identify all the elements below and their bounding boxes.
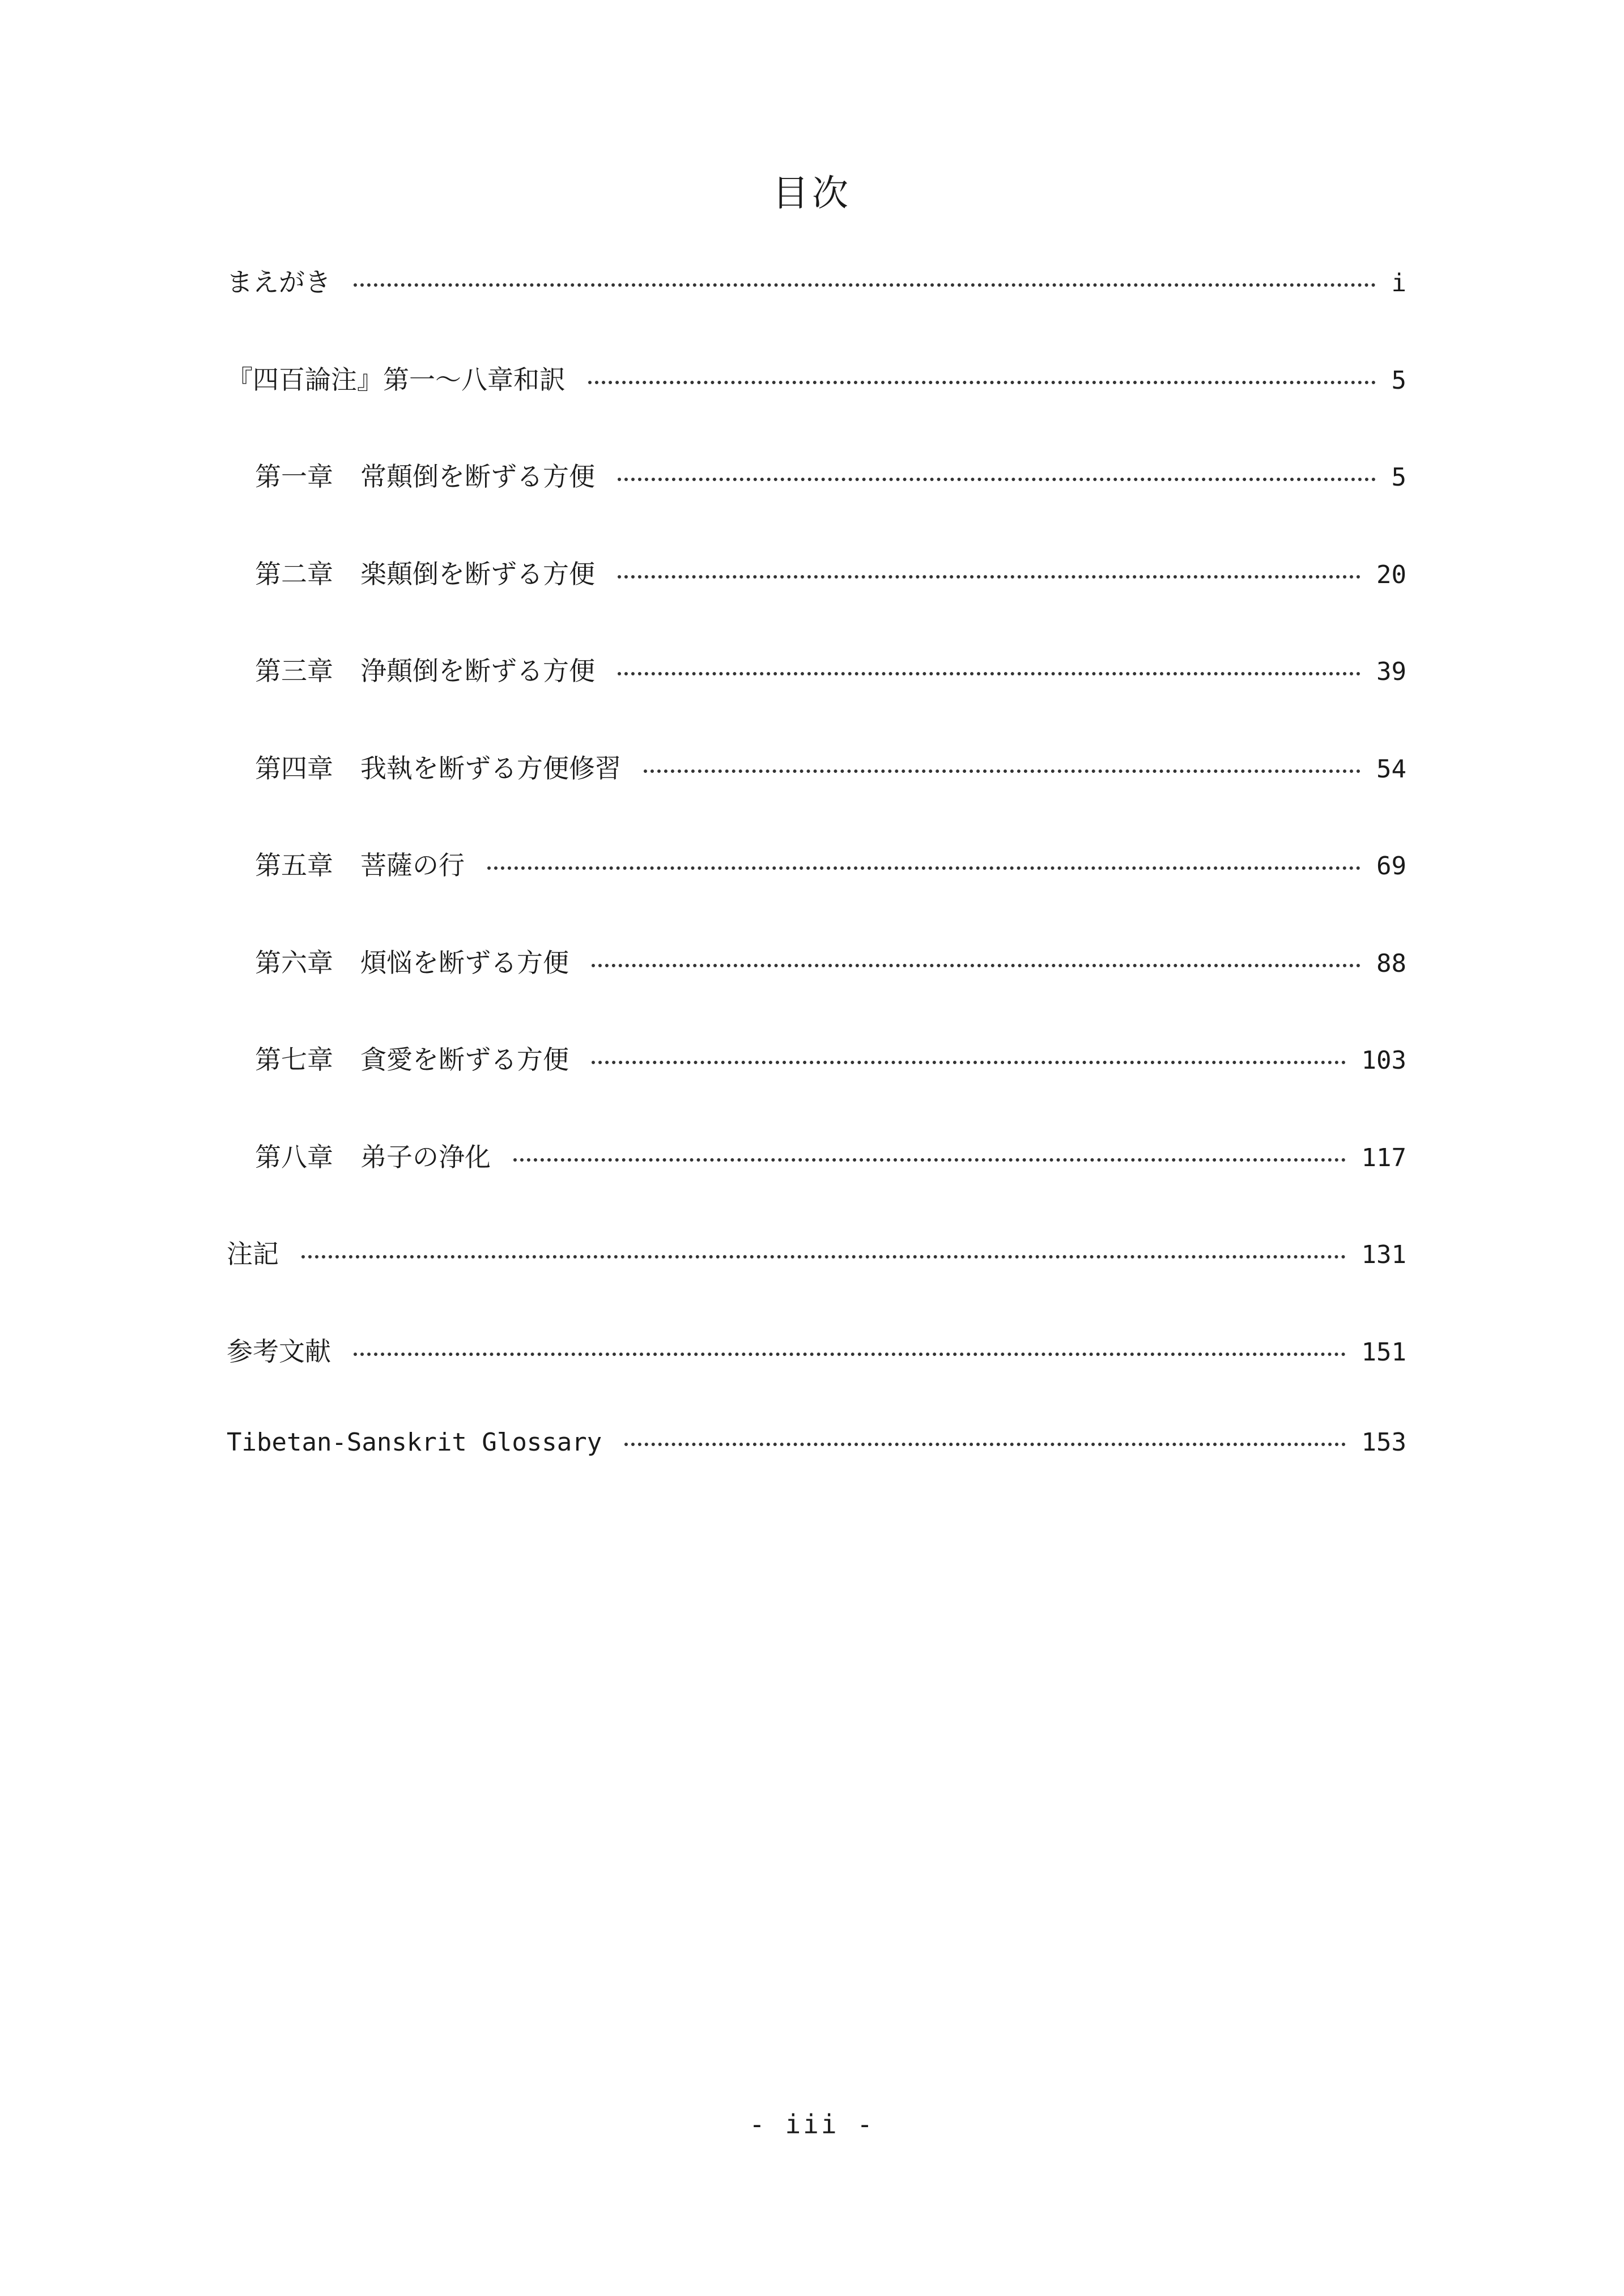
toc-entry-page: 153 (1361, 1428, 1406, 1457)
chapter-number: 第四章 (255, 752, 333, 784)
toc-entry-chapter-2 (227, 554, 1406, 651)
toc-entry-page: 151 (1361, 1337, 1406, 1367)
toc-entry-chapter-5 (227, 845, 1406, 942)
chapter-number: 第六章 (255, 947, 333, 978)
toc-entry-label-group (227, 650, 595, 688)
toc-entry-page: 39 (1376, 657, 1406, 686)
toc-entry-label-group (227, 456, 595, 494)
chapter-number: 第七章 (255, 1044, 333, 1075)
toc-entry-chapter-4 (227, 748, 1406, 845)
table-of-contents (227, 262, 1406, 1525)
chapter-title: 楽顛倒を断ずる方便 (360, 558, 595, 589)
dot-leader (487, 866, 1361, 870)
chapter-number: 第五章 (255, 850, 333, 881)
chapter-title: 煩悩を断ずる方便 (360, 947, 569, 978)
dot-leader (513, 1158, 1346, 1162)
toc-entry-chapter-3 (227, 650, 1406, 748)
toc-entry-chapter-7 (227, 1039, 1406, 1137)
chapter-number: 第二章 (255, 558, 333, 589)
chapter-title: 弟子の浄化 (360, 1141, 491, 1172)
dot-leader (618, 575, 1361, 579)
toc-entry-label: まえがき (227, 267, 331, 297)
toc-entry-label: 参考文献 (227, 1336, 331, 1367)
toc-entry-label-group (227, 748, 621, 785)
toc-entry-chapter-1 (227, 456, 1406, 554)
dot-leader (644, 769, 1361, 773)
toc-entry-notes (227, 1234, 1406, 1331)
toc-entry-glossary (227, 1428, 1406, 1525)
dot-leader (592, 1061, 1346, 1064)
toc-entry-label-group (227, 942, 569, 980)
dot-leader (618, 672, 1361, 675)
chapter-number: 第一章 (255, 461, 333, 492)
toc-entry-label-group (227, 845, 465, 882)
toc-entry-page: 103 (1361, 1046, 1406, 1075)
toc-entry-page: 5 (1391, 463, 1406, 492)
toc-entry-translation (227, 359, 1406, 457)
dot-leader (624, 1443, 1345, 1446)
dot-leader (354, 283, 1376, 287)
dot-leader (354, 1353, 1346, 1356)
toc-entry-label: 注記 (227, 1239, 279, 1269)
toc-entry-label-group (227, 554, 595, 591)
page-title: 目次 (772, 173, 852, 215)
toc-entry-page: i (1391, 269, 1406, 297)
chapter-title: 我執を断ずる方便修習 (360, 752, 621, 784)
chapter-number: 第八章 (255, 1141, 333, 1172)
toc-entry-chapter-6 (227, 942, 1406, 1040)
chapter-number: 第三章 (255, 656, 333, 686)
dot-leader (618, 478, 1376, 481)
toc-entry-label: Tibetan-Sanskrit Glossary (227, 1428, 602, 1457)
dot-leader (588, 381, 1376, 384)
toc-entry-page: 88 (1376, 949, 1406, 978)
toc-entry-label-group (227, 1137, 491, 1174)
toc-entry-chapter-8 (227, 1137, 1406, 1234)
toc-entry-page: 117 (1361, 1143, 1406, 1172)
toc-entry-preface (227, 262, 1406, 359)
toc-entry-page: 69 (1376, 852, 1406, 881)
toc-entry-bibliography (227, 1331, 1406, 1428)
dot-leader (592, 964, 1361, 967)
toc-entry-label-group (227, 1039, 569, 1077)
chapter-title: 貪愛を断ずる方便 (360, 1044, 569, 1075)
toc-entry-label: 『四百論注』第一～八章和訳 (227, 364, 566, 395)
toc-entry-page: 131 (1361, 1240, 1406, 1269)
chapter-title: 菩薩の行 (360, 850, 465, 881)
toc-entry-page: 54 (1376, 754, 1406, 784)
toc-entry-page: 20 (1376, 560, 1406, 589)
dot-leader (301, 1255, 1346, 1258)
page-number: - iii - (749, 2109, 875, 2140)
chapter-title: 常顛倒を断ずる方便 (360, 461, 595, 492)
chapter-title: 浄顛倒を断ずる方便 (360, 656, 595, 686)
toc-entry-page: 5 (1391, 365, 1406, 395)
